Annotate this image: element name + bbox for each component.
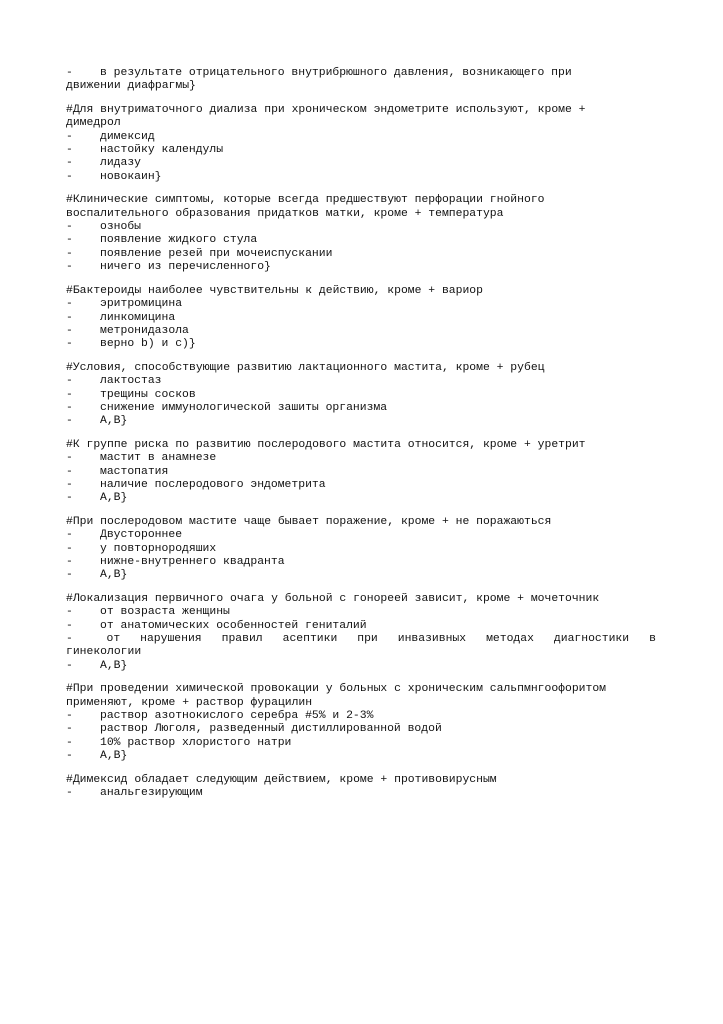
question-text: применяют, кроме + раствор фурацилин (66, 696, 313, 709)
dash-marker: - (66, 375, 73, 388)
question-text: #При проведении химической провокации у больных с хроническим сальпмнгоофоритом (66, 683, 607, 696)
dash-marker: - (66, 529, 73, 542)
answer-text: в результате отрицательного внутрибрюшного давления, возникающего при (100, 67, 572, 79)
answer-option (66, 402, 658, 415)
dash-marker: - (66, 247, 73, 260)
answer-option (66, 338, 658, 351)
dash-marker: - (66, 415, 73, 428)
answer-text: 10% раствор хлористого натри (100, 736, 292, 749)
dash-marker: - (66, 221, 73, 234)
answer-text: метронидазола (100, 324, 189, 337)
answer-option (66, 710, 658, 723)
answer-text: лактостаз (100, 375, 162, 388)
answer-word: диагностики (553, 633, 630, 646)
dash-marker: - (66, 388, 73, 401)
dash-marker: - (66, 298, 73, 311)
answer-text: у повторнородяших (100, 542, 217, 555)
answer-option (66, 606, 658, 619)
answer-text: раствор азотнокислого серебра #5% и 2-3% (100, 710, 374, 723)
dash-marker: - (66, 633, 87, 646)
dash-marker: - (66, 723, 73, 736)
answer-option (66, 750, 658, 763)
answer-option (66, 248, 658, 261)
answer-text: А,В} (100, 659, 128, 672)
dash-marker: - (66, 492, 73, 505)
answer-option (66, 171, 658, 184)
question-text: #Условия, способствующие развитию лактационного мастита, кроме + рубец (66, 361, 545, 374)
question-block (66, 516, 658, 583)
answer-text: новокаин} (100, 170, 162, 183)
answer-text: мастит в анамнезе (100, 452, 217, 465)
question-block (66, 593, 658, 673)
document-page (66, 67, 658, 811)
answer-option (66, 157, 658, 170)
answer-text: появление жидкого стула (100, 234, 258, 247)
answer-word: от (106, 633, 121, 646)
dash-marker: - (66, 542, 73, 555)
dash-marker: - (66, 338, 73, 351)
answer-option-justified (66, 633, 656, 646)
answer-option (66, 221, 658, 234)
answer-option (66, 479, 658, 492)
dash-marker: - (66, 606, 73, 619)
answer-word: методах (486, 633, 534, 646)
answer-option (66, 787, 658, 800)
answer-text: наличие послеродового эндометрита (100, 478, 326, 491)
question-block (66, 285, 658, 352)
answer-text: ничего из перечисленного} (100, 261, 271, 274)
dash-marker: - (66, 157, 73, 170)
question-text: #Для внутриматочного диализа при хроническом эндометрите используют, кроме + (66, 103, 586, 116)
answer-option (66, 529, 658, 542)
answer-text: А,В} (100, 492, 128, 505)
dash-marker: - (66, 261, 73, 274)
answer-text: А,В} (100, 750, 128, 763)
answer-option (66, 556, 658, 569)
question-block (66, 439, 658, 506)
question-text: #Димексид обладает следующим действием, кроме + противовирусным (66, 773, 497, 786)
answer-text: раствор Люголя, разведенный дистиллированной водой (100, 723, 442, 736)
answer-word: правил (221, 633, 263, 646)
answer-text-continuation: гинекологии (66, 646, 142, 659)
answer-text: нижне-внутреннего квадранта (100, 556, 285, 568)
answer-word: при (357, 633, 378, 646)
answer-option (66, 67, 658, 80)
answer-option (66, 620, 658, 633)
answer-text: трещины сосков (100, 388, 196, 401)
answer-text: анальгезирующим (100, 787, 203, 800)
answer-word: в (649, 633, 656, 646)
question-block (66, 67, 658, 94)
dash-marker: - (66, 465, 73, 478)
answer-option (66, 452, 658, 465)
answer-option (66, 261, 658, 274)
answer-option (66, 325, 658, 338)
answer-text: Двустороннее (100, 529, 183, 542)
answer-option (66, 234, 658, 247)
dash-marker: - (66, 144, 73, 157)
question-block (66, 104, 658, 184)
dash-marker: - (66, 67, 73, 79)
dash-marker: - (66, 659, 73, 672)
dash-marker: - (66, 452, 73, 465)
answer-text: появление резей при мочеиспускании (100, 247, 333, 260)
answer-text: А,В} (100, 569, 128, 582)
answer-text: мастопатия (100, 465, 169, 478)
answer-option (66, 298, 658, 311)
dash-marker: - (66, 569, 73, 582)
answer-text: эритромицина (100, 298, 183, 311)
dash-marker: - (66, 401, 73, 414)
answer-word: асептики (282, 633, 338, 646)
answer-option (66, 375, 658, 388)
answer-text: верно b) и c)} (100, 338, 196, 351)
answer-option (66, 492, 658, 505)
question-block (66, 774, 658, 801)
dash-marker: - (66, 170, 73, 183)
question-text: #К группе риска по развитию послеродового мастита относится, кроме + уретрит (66, 438, 586, 451)
dash-marker: - (66, 619, 73, 632)
dash-marker: - (66, 478, 73, 491)
answer-text: настойку календулы (100, 144, 224, 157)
dash-marker: - (66, 234, 73, 247)
dash-marker: - (66, 710, 73, 723)
question-text: #Бактероиды наиболее чувствительны к действию, кроме + вариор (66, 284, 483, 297)
question-block (66, 194, 658, 274)
answer-text: линкомицина (100, 311, 176, 324)
dash-marker: - (66, 130, 73, 143)
question-text: #При послеродовом мастите чаще бывает поражение, кроме + не поражаються (66, 515, 552, 528)
answer-option (66, 723, 658, 736)
answer-option (66, 466, 658, 479)
dash-marker: - (66, 750, 73, 763)
answer-text: А,В} (100, 415, 128, 428)
dash-marker: - (66, 324, 73, 337)
answer-word: нарушения (140, 633, 202, 646)
answer-option (66, 543, 658, 556)
answer-option (66, 312, 658, 325)
answer-option (66, 660, 658, 673)
dash-marker: - (66, 556, 73, 568)
answer-text: ознобы (100, 221, 142, 234)
question-block (66, 683, 658, 763)
question-text: димедрол (66, 117, 121, 130)
answer-text: снижение иммунологической зашиты организма (100, 401, 388, 414)
answer-option (66, 389, 658, 402)
dash-marker: - (66, 311, 73, 324)
dash-marker: - (66, 736, 73, 749)
answer-option (66, 415, 658, 428)
answer-text: димексид (100, 130, 155, 143)
question-text: воспалительного образования придатков матки, кроме + температура (66, 207, 504, 220)
question-block (66, 362, 658, 429)
question-text: #Локализация первичного очага у больной с гонореей зависит, кроме + мочеточник (66, 592, 600, 605)
answer-option (66, 569, 658, 582)
question-text: #Клинические симптомы, которые всегда предшествуют перфорации гнойного (66, 194, 545, 207)
answer-option (66, 737, 658, 750)
answer-text: от анатомических особенностей гениталий (100, 619, 367, 632)
answer-option (66, 131, 658, 144)
answer-word: инвазивных (397, 633, 467, 646)
answer-option (66, 144, 658, 157)
answer-text: лидазу (100, 157, 142, 170)
dash-marker: - (66, 787, 73, 800)
answer-text: от возраста женщины (100, 606, 230, 619)
answer-text-continuation: движении диафрагмы} (66, 80, 196, 93)
